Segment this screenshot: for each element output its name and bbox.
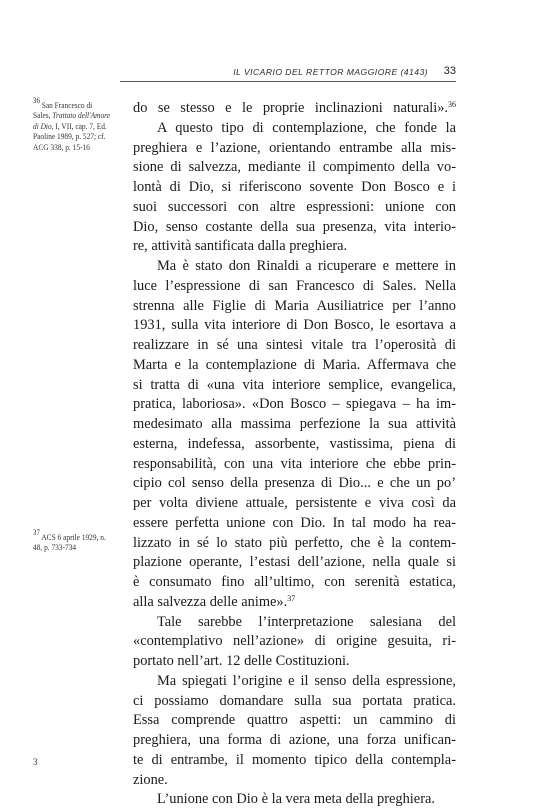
text-line: è consumato fino all’ultimo, con serenità estatica, (133, 574, 456, 590)
text-line: ci possiamo domandare sulla sua portata pratica. (133, 692, 456, 709)
text-line: pratica, laboriosa». «Don Bosco – spiegava – ha im- (133, 396, 456, 413)
text-line: plazione operante, l’estasi dell’azione, nella quale si (133, 554, 456, 571)
header-rule (120, 81, 456, 82)
signature-mark: 3 (33, 757, 38, 767)
main-text (133, 99, 456, 810)
running-title: IL VICARIO DEL RETTOR MAGGIORE (4143) (233, 67, 428, 77)
text-line: Tale sarebbe l’interpretazione salesiana del (157, 613, 456, 630)
text-line: te di entrambe, il momento tipico della contempla- (133, 751, 456, 768)
footnote-ref: 36 (448, 100, 456, 109)
text-line: sione di salvezza, mediante il compimento della vo- (133, 159, 456, 176)
text-line: lontà di Dio, si riferiscono sovente Don Bosco e i (133, 179, 456, 195)
text-line: luce l’espressione di san Francesco di Sales. Nella (133, 277, 456, 294)
footnote-ref: 37 (287, 593, 296, 603)
text-line: esterna, indefessa, assorbente, vastissima, piena di (133, 435, 456, 452)
footnote-37: $^{37}$ ACS 6 aprile 1929, n. 48, p. 733-734 (33, 528, 106, 553)
text-line: zione. (133, 771, 168, 788)
text-line: Ma spiegati l’origine e il senso della espressione, (157, 672, 456, 689)
running-header (120, 66, 456, 80)
footnote-36: $^{36}$ San Francesco di Sales, Trattato dell'Amore di Dio, I, VII, cap. 7, Ed. Paoline 1989, p. 527; cf. ACG 338, p. 15-16 (33, 96, 111, 152)
footnote-number: 37 (33, 528, 40, 537)
text-line: lizzato in sé lo stato più perfetto, che è la contem- (133, 534, 456, 551)
text-line: essere perfetta unione con Dio. In tal modo ha rea- (133, 514, 456, 531)
text-line: L’unione con Dio è la vera meta della preghiera. (157, 791, 435, 808)
text-line: medesimato alla massima perfezione la sua attività (133, 416, 456, 432)
text-line: suoi successori con altre espressioni: unione con (133, 198, 456, 215)
text-line: Ma è stato don Rinaldi a ricuperare e mettere in (157, 258, 456, 274)
text-line: per volta diviene attuale, persistente e viva così da (133, 495, 456, 511)
text-line: Dio, senso costante della sua presenza, vita interio- (133, 218, 456, 235)
text-line: Essa comprende quattro aspetti: un cammino di (133, 712, 456, 729)
text-line: cipio col senso della presenza di Dio... e che un po’ (133, 475, 456, 492)
text-line: strenna alle Figlie di Maria Ausiliatrice per l’anno (133, 297, 456, 314)
text-line: alla salvezza delle anime».$^{37}$ (133, 593, 296, 610)
text-line: realizzare in sé una sintesi vitale tra l’operosità di (133, 337, 456, 353)
text-line: si tratta di «una vita interiore semplice, evangelica, (133, 376, 456, 393)
footnote-number: 36 (33, 96, 40, 105)
text-line: responsabilità, con una vita interiore che ebbe prin- (133, 455, 456, 472)
text-line: A questo tipo di contemplazione, che fonde la (157, 119, 456, 136)
text-line: portato nell’art. 12 delle Costituzioni. (133, 653, 350, 669)
text-line: preghiera, una forma di azione, una forza unifican- (133, 732, 456, 748)
text-line: «contemplativo nell’azione» di origine gesuita, ri- (133, 633, 456, 650)
book-title: Trattato dell'Amore di Dio (33, 110, 111, 131)
text-line: 1931, sulla vita interiore di Don Bosco, le esortava a (133, 317, 456, 334)
text-line: preghiera e l’azione, orientando entrambe alla mis- (133, 139, 456, 156)
text-line: re, attività santificata dalla preghiera. (133, 238, 348, 255)
text-line: do se stesso e le proprie inclinazioni naturali».$^{36}$ (133, 100, 456, 116)
page-number: 33 (443, 65, 456, 77)
text-line: Marta e la contemplazione di Maria. Affermava che (133, 356, 456, 373)
